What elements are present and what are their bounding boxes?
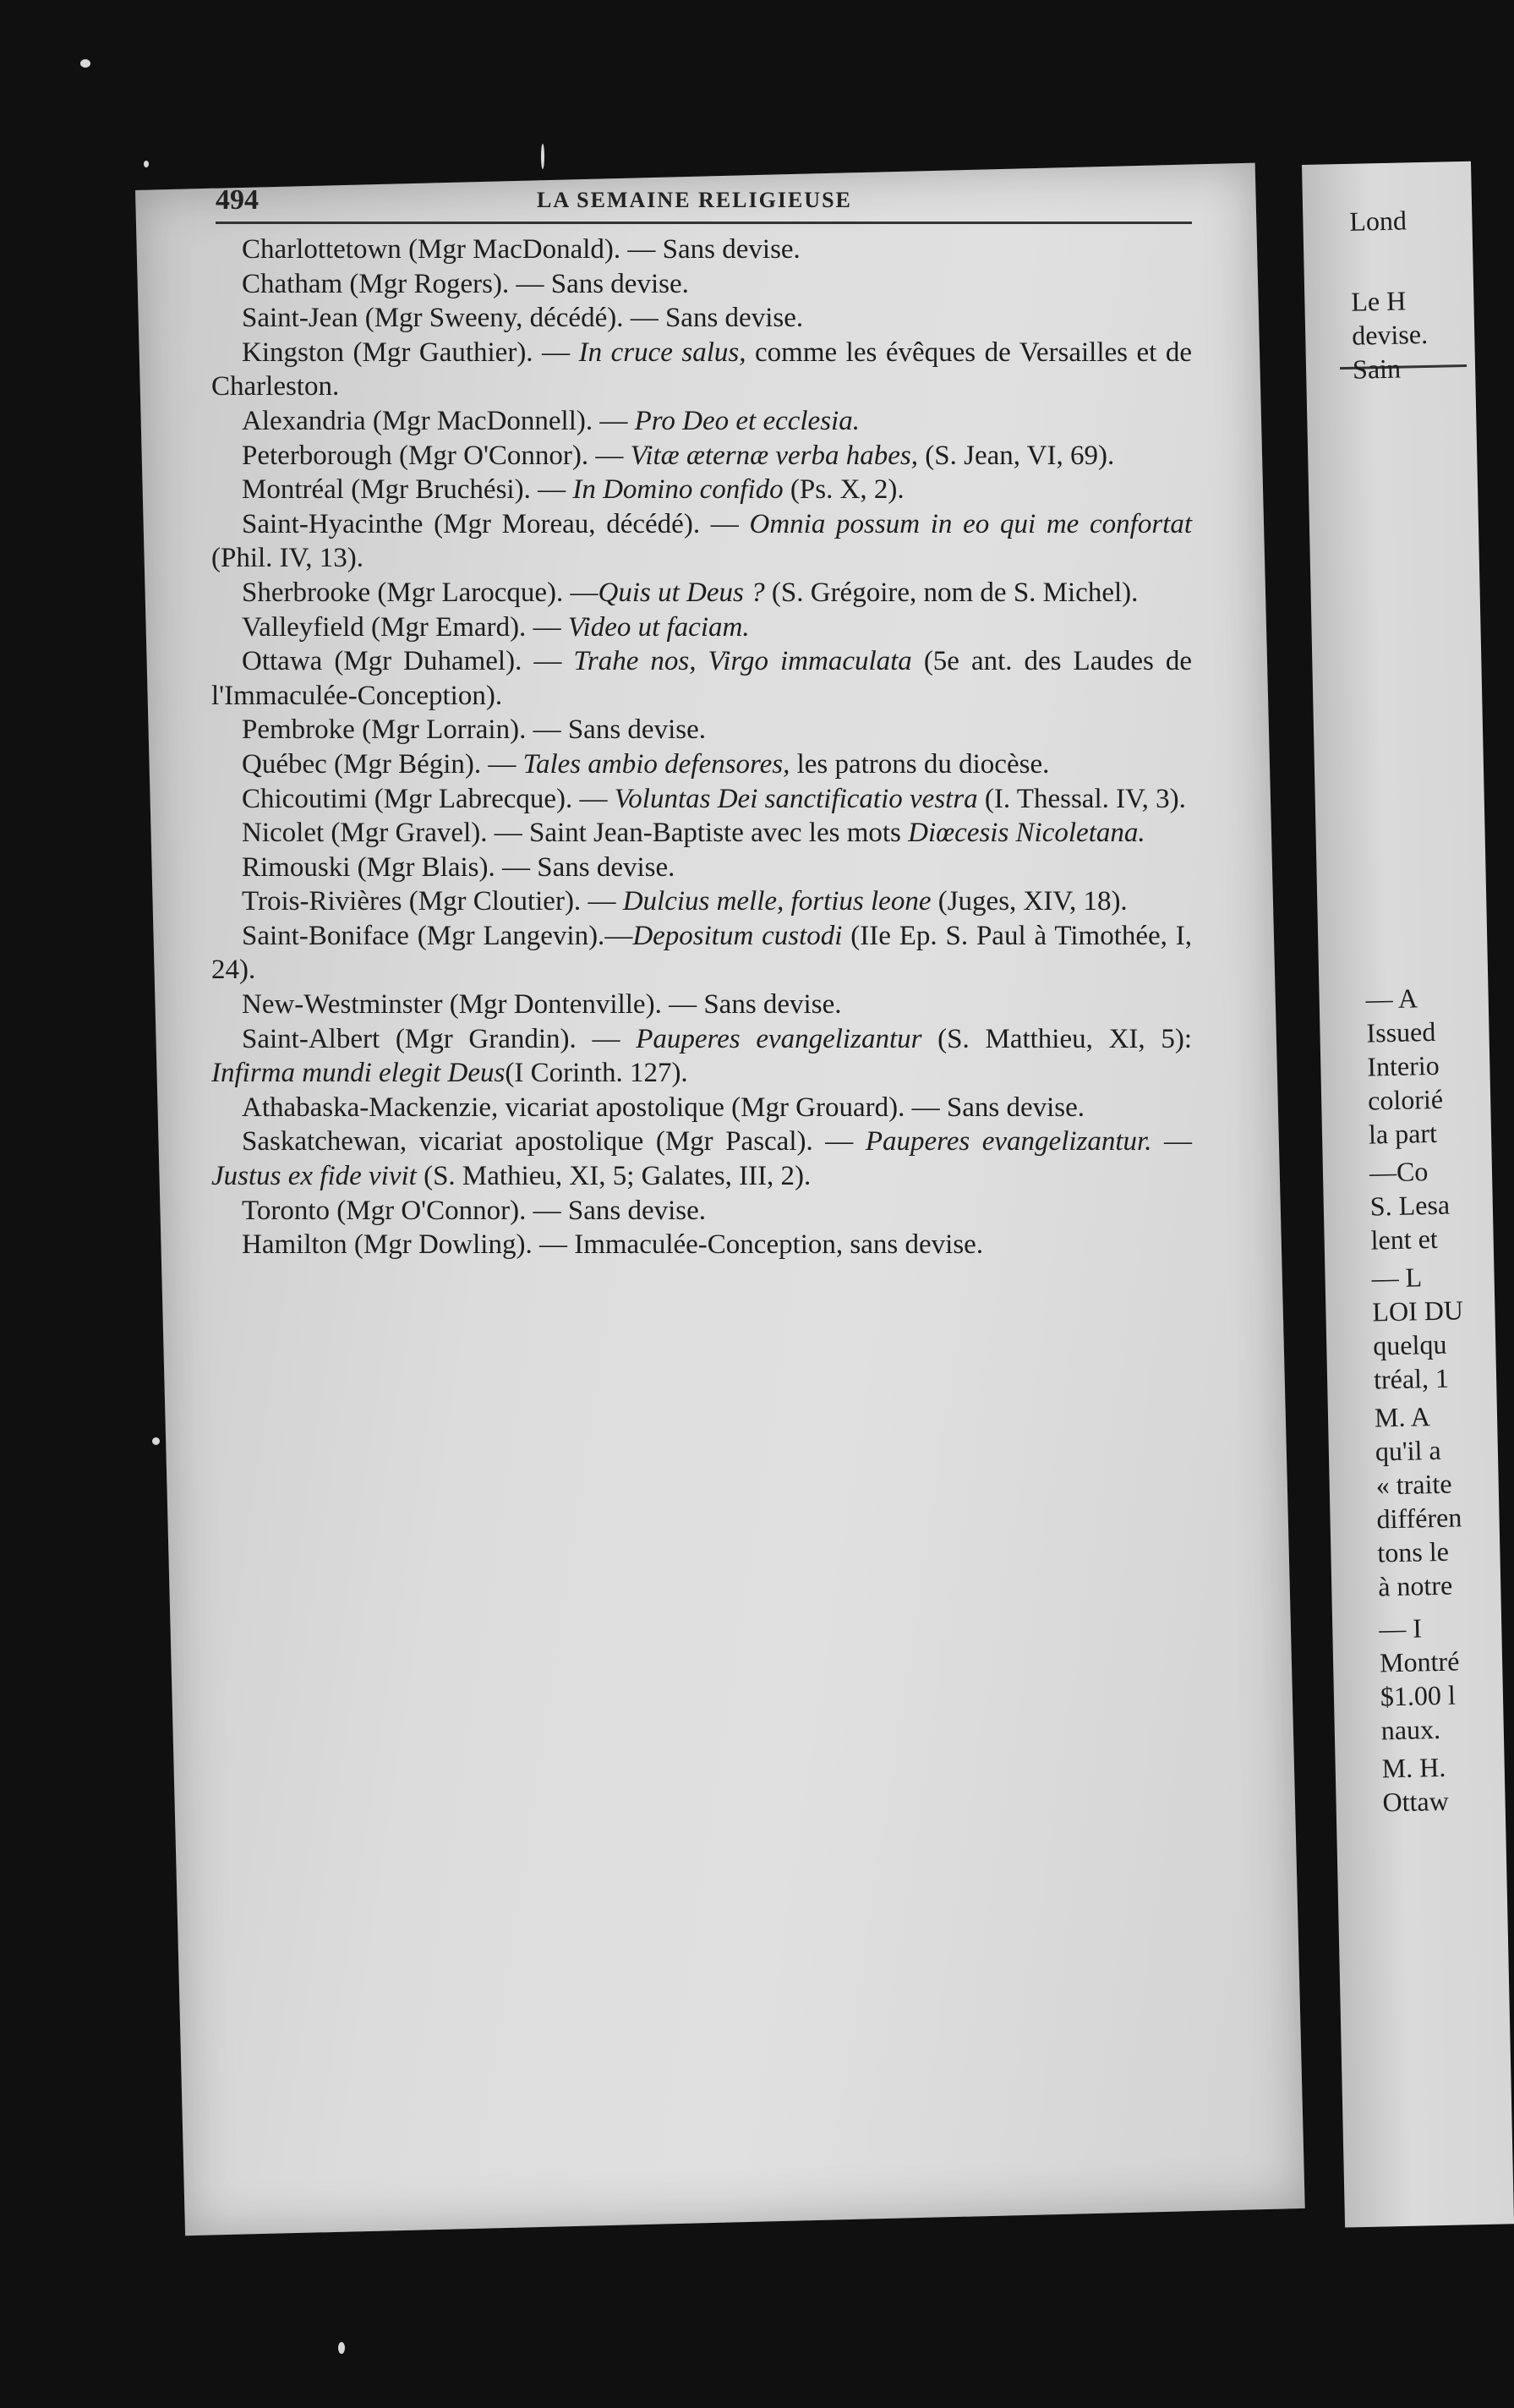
bishop-name: (Mgr Dowling). [353,1229,533,1261]
right-page-line: qu'il a [1375,1434,1441,1467]
right-page-line: — I [1378,1612,1423,1645]
diocese-name: Pembroke [242,714,355,746]
separator-dash: — [532,1229,575,1261]
diocese-entry [211,610,1192,645]
diocese-name: Ottawa [242,646,323,677]
right-page-line: naux. [1380,1713,1441,1746]
bishop-name: (Mgr Cloutier). [408,886,582,917]
bishop-name: (Mgr Dontenville). [449,989,662,1021]
motto: Depositum custodi [632,920,843,951]
diocese-entry [211,713,1192,747]
bishop-name: (Mgr O'Connor). [399,440,589,471]
motto-extra: Justus ex fide vivit [211,1161,417,1192]
diocese-entry [211,644,1192,713]
bishop-name: (Mgr Bégin). [334,748,482,780]
diocese-entry [211,1091,1192,1125]
running-title: LA SEMAINE RELIGIEUSE [537,188,852,212]
separator-dash: — [522,646,574,677]
diocese-entry [211,816,1192,851]
motto-reference-extra: (S. Mathieu, XI, 5; Galates, III, 2). [416,1161,812,1192]
separator-dash: — [533,337,579,368]
motto: Sans devise. [703,989,842,1021]
bishop-name: (Mgr Sweeny, décédé). [364,303,624,334]
diocese-name: Kingston [242,337,345,368]
bishop-name: (Mgr Rogers). [349,268,510,299]
bishop-name: (Mgr O'Connor). [336,1195,527,1226]
motto: Trahe nos, Virgo immaculata [573,646,912,677]
bishop-name: (Mgr Labrecque). [374,783,573,814]
motto: Sans devise. [946,1092,1085,1123]
bishop-name: (Mgr MacDonald). [408,234,621,265]
diocese-entry [211,301,1192,336]
right-page-line: « traite [1375,1468,1452,1501]
diocese-entry [211,267,1192,302]
motto: Sans devise. [664,303,804,334]
motto: Tales ambio defensores, [522,748,790,780]
motto-reference: (I. Thessal. IV, 3). [977,783,1186,814]
diocese-name: Charlottetown [242,234,402,265]
right-page-line: à notre [1377,1569,1453,1602]
bishop-name: (Mgr Gauthier). [353,337,533,368]
diocese-name: Saint-Albert [242,1023,380,1054]
right-page-line: Sain [1352,353,1402,385]
diocese-entry [211,988,1192,1022]
diocese-name: Sherbrooke [242,577,371,608]
motto: Dulcius melle, fortius leone [622,886,932,917]
right-page-line: —Co [1369,1156,1429,1188]
right-page-line: Lond [1349,205,1407,237]
page-number: 494 [216,184,259,216]
diocese-name: Toronto [242,1195,331,1226]
separator-dash: — [620,234,663,265]
right-page-line: Montré [1379,1645,1460,1678]
bishop-name: (Mgr Langevin). [417,920,605,951]
separator-dash: — [487,818,529,849]
bishop-name: (Mgr Grandin). [395,1023,577,1054]
diocese-name: Saint-Hyacinthe [242,508,424,539]
motto-reference: (Ps. X, 2). [783,474,905,506]
diocese-entry [211,1228,1192,1262]
motto: Quis ut Deus ? [598,577,765,608]
separator-dash: — [563,577,598,608]
bishop-name: (Mgr MacDonnell). [372,405,593,436]
separator-dash: — [812,1126,866,1157]
right-page-line: M. A [1374,1401,1431,1433]
right-page-line: $1.00 l [1380,1679,1457,1712]
diocese-name: Trois-Rivières [242,886,402,917]
motto-extra: Infirma mundi elegit Deus [211,1058,506,1089]
diocese-entry [211,782,1192,817]
separator-dash: — [572,783,615,814]
right-page-line: S. Lesa [1369,1189,1451,1222]
bishop-name: (Mgr Larocque). [377,577,564,608]
right-page-line: différen [1376,1502,1462,1535]
separator-dash: — [495,851,538,883]
right-page-line: colorié [1367,1083,1444,1116]
motto: Saint Jean-Baptiste avec les mots [528,818,901,849]
diocese-entry [211,747,1192,782]
diocese-name: Montréal [242,474,344,506]
separator-dash: — [581,886,623,917]
separator-dash: — [526,1195,568,1226]
diocese-entry [211,1194,1192,1229]
motto-reference: comme les évêques de Versailles et de Charleston. [211,337,1192,402]
diocese-entry [211,507,1192,576]
diocese-motto-list [211,233,1192,1262]
separator-dash: — [661,989,704,1021]
diocese-name: Chatham [242,268,343,299]
right-page-line: LOI DU [1372,1294,1464,1327]
motto: Vitæ æternæ verba habes, [630,440,919,471]
diocese-entry [211,919,1192,988]
motto: Pro Deo et ecclesia. [634,405,860,436]
motto-reference: (S. Jean, VI, 69). [918,440,1115,471]
motto: Sans devise. [550,268,689,299]
motto-extra: Diœcesis Nicoletana. [900,818,1145,849]
separator-dash: — [700,508,750,539]
motto-reference: les patrons du diocèse. [790,748,1050,780]
separator-dash: — [526,714,568,746]
separator-dash: — [509,268,551,299]
right-page-line: quelqu [1372,1328,1447,1361]
bishop-name: (Mgr Blais). [357,851,495,883]
bishop-name: (Mgr Grouard). [731,1092,905,1123]
motto-reference: — [1151,1126,1193,1157]
bishop-name: (Mgr Pascal). [655,1126,813,1157]
diocese-entry [211,473,1192,507]
right-page-line: la part [1368,1117,1438,1150]
bishop-name: (Mgr Moreau, décédé). [434,508,701,539]
separator-dash: — [526,611,568,643]
motto: Voluntas Dei sanctificatio vestra [614,783,978,814]
bishop-name: (Mgr Bruchési). [351,474,531,506]
right-page-line: — A [1365,982,1418,1015]
bishop-name: (Mgr Gravel). [331,818,488,849]
bishop-name: (Mgr Emard). [371,611,527,643]
page-header [216,184,1192,224]
dust-speck [338,2342,345,2354]
motto-reference: (S. Grégoire, nom de S. Michel). [764,577,1139,608]
separator-dash: — [576,1023,637,1054]
dust-speck [80,59,90,68]
right-page-line: Le H [1351,285,1407,317]
diocese-name: Saint-Boniface [242,920,409,951]
right-page-line: — L [1371,1261,1423,1294]
diocese-entry [211,233,1192,267]
diocese-name: Chicoutimi [242,783,368,814]
dust-speck [541,144,544,169]
motto-reference-extra: (I Corinth. 127). [505,1058,688,1089]
motto: Video ut faciam. [567,611,750,643]
motto: Immaculée-Conception, sans devise. [574,1229,984,1261]
diocese-name: Alexandria [242,405,366,436]
right-page-line: Interio [1366,1049,1440,1082]
diocese-name: New-Westminster [242,989,443,1021]
separator-dash: — [905,1092,947,1123]
motto-reference: (S. Matthieu, XI, 5): [921,1023,1193,1054]
diocese-name: Valleyfield [242,611,364,643]
right-page-line: Issued [1366,1015,1436,1048]
diocese-name: Nicolet [242,818,325,849]
separator-dash: — [588,440,631,471]
motto: Pauperes evangelizantur [636,1023,922,1054]
right-page-line: Ottaw [1382,1785,1450,1818]
motto: Pauperes evangelizantur. [865,1126,1152,1157]
motto: Sans devise. [662,234,801,265]
motto-reference: (IIe Ep. S. Paul à Timothée, I, 24). [211,920,1192,986]
motto: Sans devise. [567,1195,707,1226]
motto: Sans devise. [567,714,706,746]
diocese-entry [211,404,1192,439]
motto: Sans devise. [537,851,675,883]
diocese-name: Saskatchewan, vicariat apostolique [242,1126,644,1157]
diocese-name: Hamilton [242,1229,347,1261]
diocese-entry [211,336,1192,404]
diocese-name: Athabaska-Mackenzie, vicariat apostolique [242,1092,724,1123]
separator-dash: — [593,405,635,436]
right-page-line: lent et [1370,1223,1439,1256]
motto-reference: (5e ant. des Laudes de l'Immaculée-Conception). [211,646,1192,711]
separator-dash: — [481,748,523,780]
diocese-name: Québec [242,748,327,780]
dust-speck [144,161,149,167]
diocese-entry [211,576,1192,610]
separator-dash: — [604,920,633,951]
right-page-line: M. H. [1381,1751,1446,1784]
right-page-line: tréal, 1 [1373,1362,1450,1395]
diocese-name: Saint-Jean [242,303,358,334]
right-page-line: devise. [1351,318,1429,351]
diocese-name: Peterborough [242,440,392,471]
right-page-text [1302,161,1471,1818]
diocese-entry [211,1125,1192,1193]
separator-dash: — [530,474,573,506]
motto: In Domino confido [572,474,784,506]
motto: In cruce salus, [578,337,746,368]
diocese-entry [211,1022,1192,1091]
diocese-entry [211,851,1192,885]
right-page [1302,161,1514,2228]
dust-speck [152,1437,160,1445]
diocese-name: Rimouski [242,851,351,883]
separator-dash: — [623,303,665,334]
motto-reference: (Phil. IV, 13). [211,543,363,574]
motto: Omnia possum in eo qui me confortat [749,508,1192,539]
right-page-line: tons le [1377,1535,1450,1568]
diocese-entry [211,884,1192,919]
motto-reference: (Juges, XIV, 18). [931,886,1128,917]
diocese-entry [211,439,1192,473]
bishop-name: (Mgr Lorrain). [362,714,527,746]
bishop-name: (Mgr Duhamel). [334,646,522,677]
